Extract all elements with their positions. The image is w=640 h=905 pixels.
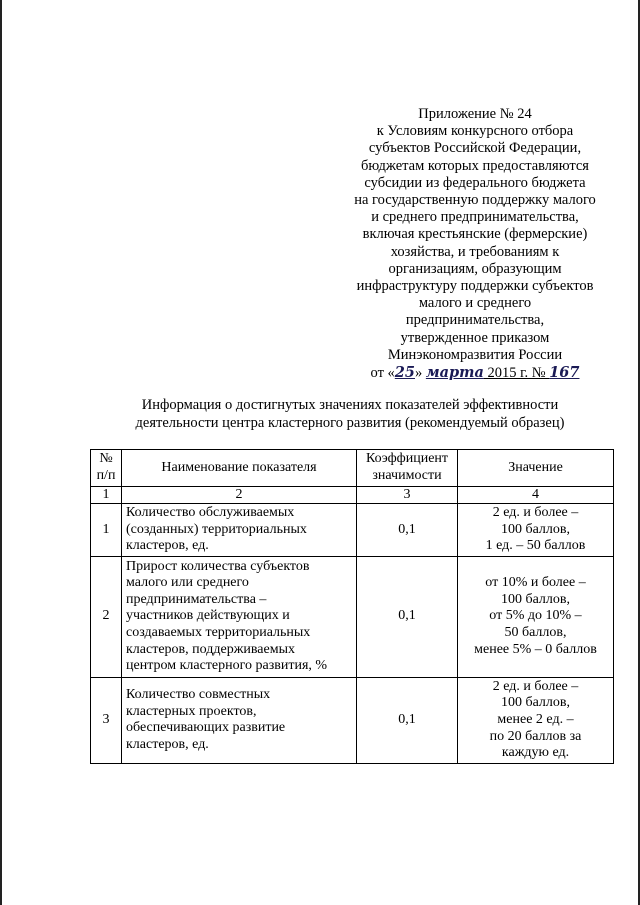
date-mid: » xyxy=(414,365,426,382)
index-cell: 2 xyxy=(122,487,357,504)
row-coef: 0,1 xyxy=(357,556,458,677)
index-cell: 4 xyxy=(458,487,614,504)
row-name: Количество совместных кластерных проектов, обеспечивающих развитие кластеров, ед. xyxy=(122,677,357,763)
title-line-2: деятельности центра кластерного развития (рекомендуемый образец) xyxy=(135,414,565,431)
document-title xyxy=(80,397,620,432)
row-name: Количество обслуживаемых (созданных) территориальных кластеров, ед. xyxy=(122,504,357,557)
appendix-line: субъектов Российской Федерации, xyxy=(368,140,582,157)
row-num: 3 xyxy=(91,677,122,763)
appendix-line: включая крестьянские (фермерские) xyxy=(362,226,588,243)
row-value: от 10% и более – 100 баллов, от 5% до 10% – 50 баллов, менее 5% – 0 баллов xyxy=(458,556,614,677)
appendix-line: бюджетам которых предоставляются xyxy=(361,157,589,174)
index-cell: 1 xyxy=(91,487,122,504)
handwritten-month: марта xyxy=(425,364,484,382)
row-coef: 0,1 xyxy=(357,677,458,763)
appendix-line: на государственную поддержку малого xyxy=(354,192,596,209)
handwritten-order-number: 167 xyxy=(549,364,580,382)
appendix-line: хозяйства, и требованиям к xyxy=(390,243,560,260)
table-index-row xyxy=(91,487,614,504)
header-coef: Коэффициент значимости xyxy=(357,450,458,487)
row-value: 2 ед. и более – 100 баллов, менее 2 ед. – по 20 баллов за каждую ед. xyxy=(458,677,614,763)
appendix-line: утвержденное приказом xyxy=(400,329,550,346)
appendix-line: предпринимательства, xyxy=(405,312,545,329)
appendix-line: Приложение № 24 xyxy=(418,106,532,122)
row-num: 2 xyxy=(91,556,122,677)
date-year: 2015 г. № xyxy=(483,365,550,382)
appendix-line: инфраструктуру поддержки субъектов xyxy=(356,278,594,295)
appendix-line: к Условиям конкурсного отбора xyxy=(376,123,574,140)
title-line-1: Информация о достигнутых значениях показателей эффективности xyxy=(141,397,559,413)
order-date-line xyxy=(330,364,620,382)
row-name: Прирост количества субъектов малого или среднего предпринимательства – участников действующих и создаваемых территориальных кластеров, поддерживаемых центром кластерного развития, % xyxy=(122,556,357,677)
table-row xyxy=(91,504,614,557)
appendix-header xyxy=(330,106,620,382)
date-prefix: от « xyxy=(370,365,395,382)
indicators-table xyxy=(90,449,614,764)
table-row xyxy=(91,556,614,677)
table-header-row xyxy=(91,450,614,487)
appendix-line: Минэкономразвития России xyxy=(387,346,563,363)
appendix-line: малого и среднего xyxy=(418,295,532,312)
row-coef: 0,1 xyxy=(357,504,458,557)
row-value: 2 ед. и более – 100 баллов, 1 ед. – 50 баллов xyxy=(458,504,614,557)
table-row xyxy=(91,677,614,763)
header-num: № п/п xyxy=(91,450,122,487)
header-value: Значение xyxy=(458,450,614,487)
index-cell: 3 xyxy=(357,487,458,504)
handwritten-day: 25 xyxy=(394,364,415,382)
appendix-line: организациям, образующим xyxy=(388,260,562,277)
appendix-line: субсидии из федерального бюджета xyxy=(364,174,586,191)
header-name: Наименование показателя xyxy=(122,450,357,487)
page-edge-left xyxy=(0,0,2,905)
appendix-line: и среднего предпринимательства, xyxy=(371,209,579,226)
row-num: 1 xyxy=(91,504,122,557)
